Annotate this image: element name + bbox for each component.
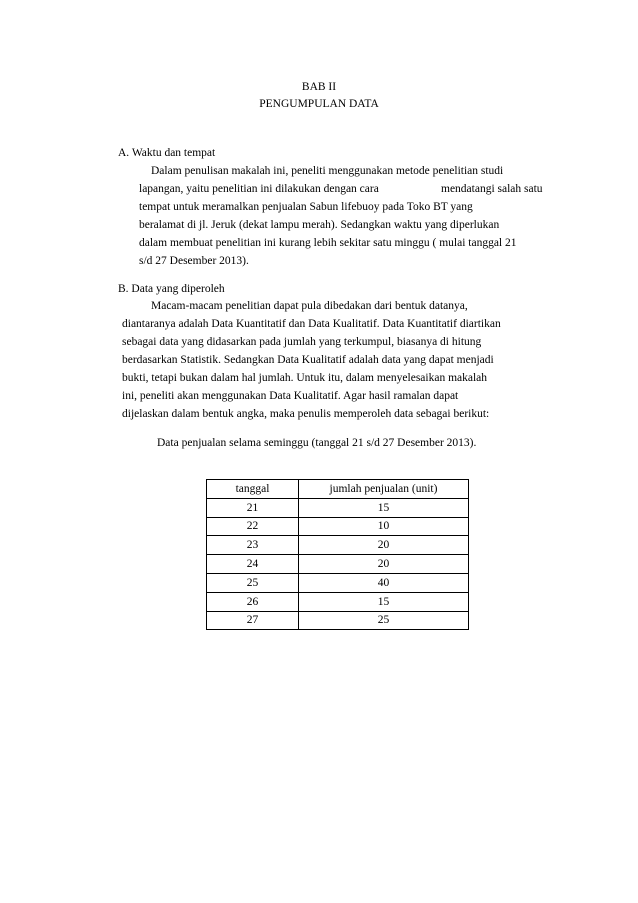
table-row: [207, 611, 469, 630]
paragraph-line: Macam-macam penelitian dapat pula dibedakan dari bentuk datanya,: [151, 300, 468, 312]
table-row: [207, 592, 469, 611]
date-cell: 26: [207, 592, 299, 611]
paragraph-line: ini, peneliti akan menggunakan Data Kualitatif. Agar hasil ramalan dapat: [122, 390, 459, 402]
chapter-number: BAB II: [301, 81, 337, 93]
sales-cell: 25: [299, 611, 469, 630]
paragraph-line: Dalam penulisan makalah ini, peneliti menggunakan metode penelitian studi: [151, 165, 504, 177]
sales-cell: 10: [299, 517, 469, 536]
date-cell: 24: [207, 555, 299, 574]
paragraph-line: berdasarkan Statistik. Sedangkan Data Kualitatif adalah data yang dapat menjadi: [122, 354, 494, 366]
paragraph-line: beralamat di jl. Jeruk (dekat lampu merah). Sedangkan waktu yang diperlukan: [139, 219, 500, 231]
paragraph-line: bukti, tetapi bukan dalam hal jumlah. Untuk itu, dalam menyelesaikan makalah: [122, 372, 488, 384]
paragraph-line: dijelaskan dalam bentuk angka, maka penulis memperoleh data sebagai berikut:: [122, 408, 490, 420]
sales-cell: 20: [299, 555, 469, 574]
paragraph-line: mendatangi salah satu: [441, 183, 543, 195]
chapter-title: PENGUMPULAN DATA: [259, 98, 379, 110]
date-cell: 25: [207, 573, 299, 592]
paragraph-line: dalam membuat penelitian ini kurang lebih sekitar satu minggu ( mulai tanggal 21: [139, 237, 517, 249]
paragraph-line: lapangan, yaitu penelitian ini dilakukan dengan cara: [139, 183, 379, 195]
date-cell: 27: [207, 611, 299, 630]
sales-cell: 20: [299, 536, 469, 555]
sales-cell: 15: [299, 592, 469, 611]
section-a-heading: A. Waktu dan tempat: [118, 147, 216, 159]
sales-table: [206, 479, 469, 630]
paragraph-line: tempat untuk meramalkan penjualan Sabun lifebuoy pada Toko BT yang: [139, 201, 473, 213]
paragraph-line: s/d 27 Desember 2013).: [139, 255, 249, 267]
sales-cell: 15: [299, 498, 469, 517]
date-cell: 22: [207, 517, 299, 536]
date-cell: 23: [207, 536, 299, 555]
sales-cell: 40: [299, 573, 469, 592]
date-cell: 21: [207, 498, 299, 517]
paragraph-line: sebagai data yang didasarkan pada jumlah yang terkumpul, biasanya di hitung: [122, 336, 482, 348]
table-row: [207, 555, 469, 574]
column-header-date: tanggal: [207, 480, 299, 499]
table-row: [207, 517, 469, 536]
table-row: [207, 573, 469, 592]
table-caption: Data penjualan selama seminggu (tanggal 21 s/d 27 Desember 2013).: [157, 437, 477, 449]
paragraph-line: diantaranya adalah Data Kuantitatif dan Data Kualitatif. Data Kuantitatif diartikan: [122, 318, 501, 330]
column-header-sales: jumlah penjualan (unit): [299, 480, 469, 499]
table-row: [207, 536, 469, 555]
section-b-heading: B. Data yang diperoleh: [118, 283, 225, 295]
table-row: [207, 498, 469, 517]
table-header-row: [207, 480, 469, 499]
